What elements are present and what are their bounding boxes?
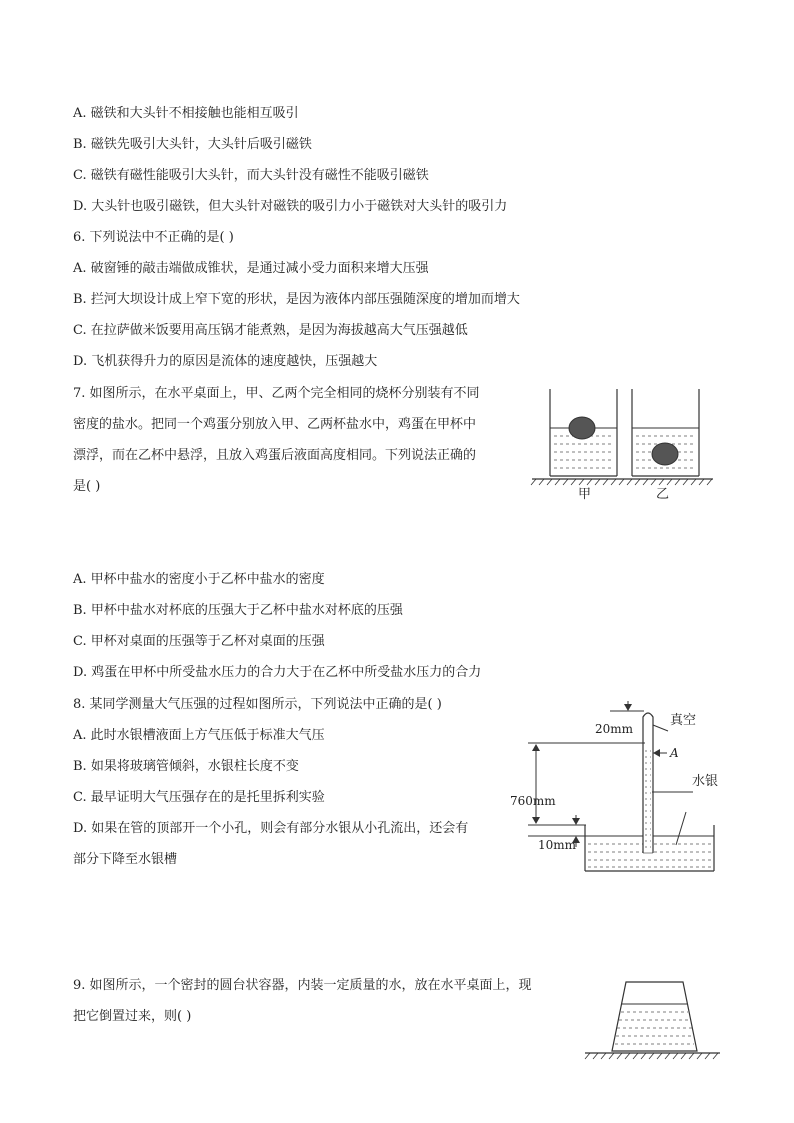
q5-option-d: D. 大头针也吸引磁铁，但大头针对磁铁的吸引力小于磁铁对大头针的吸引力 — [73, 199, 508, 214]
q7-stem-line2: 密度的盐水。把同一个鸡蛋分别放入甲、乙两杯盐水中，鸡蛋在甲杯中 — [73, 417, 477, 432]
q7-option-d: D. 鸡蛋在甲杯中所受盐水压力的合力大于在乙杯中所受盐水压力的合力 — [73, 665, 482, 680]
label-vacuum: 真空 — [670, 713, 697, 728]
glass-tube — [643, 711, 653, 853]
q9-stem-line2: 把它倒置过来，则( ) — [73, 1009, 192, 1024]
q9-frustum-figure — [580, 975, 725, 1065]
q6-option-c: C. 在拉萨做米饭要用高压锅才能煮熟，是因为海拔越高大气压强越低 — [73, 323, 468, 338]
q7-option-c: C. 甲杯对桌面的压强等于乙杯对桌面的压强 — [73, 634, 325, 649]
q7-beakers-figure — [530, 384, 715, 504]
beaker-jia — [550, 389, 617, 476]
frustum-container — [612, 982, 697, 1051]
q6-option-a: A. 破窗锤的敲击端做成锥状，是通过减小受力面积来增大压强 — [73, 261, 429, 276]
q7-option-a: A. 甲杯中盐水的密度小于乙杯中盐水的密度 — [73, 572, 325, 587]
table-surface-q9 — [585, 1053, 720, 1059]
label-yi: 乙 — [656, 487, 670, 502]
q7-stem-line1: 7. 如图所示，在水平桌面上，甲、乙两个完全相同的烧杯分别装有不同 — [73, 386, 480, 401]
q8-option-b: B. 如果将玻璃管倾斜，水银柱长度不变 — [73, 759, 299, 774]
q8-torricelli-figure — [510, 695, 725, 880]
table-surface — [531, 479, 713, 485]
q5-option-b: B. 磁铁先吸引大头针，大头针后吸引磁铁 — [73, 137, 312, 152]
q5-option-a: A. 磁铁和大头针不相接触也能相互吸引 — [73, 106, 299, 121]
q6-option-d: D. 飞机获得升力的原因是流体的速度越快，压强越大 — [73, 354, 378, 369]
q8-stem: 8. 某同学测量大气压强的过程如图所示，下列说法中正确的是( ) — [73, 697, 442, 712]
q8-option-d-cont: 部分下降至水银槽 — [73, 852, 178, 867]
q7-stem-line4: 是( ) — [73, 479, 101, 494]
egg-suspended — [652, 443, 678, 465]
label-jia: 甲 — [578, 487, 592, 502]
q7-option-b: B. 甲杯中盐水对杯底的压强大于乙杯中盐水对杯底的压强 — [73, 603, 403, 618]
q7-stem-line3: 漂浮，而在乙杯中悬浮，且放入鸡蛋后液面高度相同。下列说法正确的 — [73, 448, 477, 463]
q6-option-b: B. 拦河大坝设计成上窄下宽的形状，是因为液体内部压强随深度的增加而增大 — [73, 292, 520, 307]
label-760mm: 760mm — [510, 794, 556, 808]
egg-floating — [569, 417, 595, 439]
q9-stem-line1: 9. 如图所示，一个密封的圆台状容器，内装一定质量的水，放在水平桌面上，现 — [73, 978, 532, 993]
label-20mm: 20mm — [595, 722, 634, 736]
q8-option-c: C. 最早证明大气压强存在的是托里拆利实验 — [73, 790, 325, 805]
q6-stem: 6. 下列说法中不正确的是( ) — [73, 230, 234, 245]
label-mercury: 水银 — [692, 774, 719, 789]
q8-option-d: D. 如果在管的顶部开一个小孔，则会有部分水银从小孔流出，还会有 — [73, 821, 469, 836]
q8-option-a: A. 此时水银槽液面上方气压低于标准大气压 — [73, 728, 325, 743]
q5-option-c: C. 磁铁有磁性能吸引大头针，而大头针没有磁性不能吸引磁铁 — [73, 168, 429, 183]
label-10mm: 10mm — [538, 838, 577, 852]
label-point-a: A — [670, 746, 679, 760]
beaker-yi — [632, 389, 699, 476]
